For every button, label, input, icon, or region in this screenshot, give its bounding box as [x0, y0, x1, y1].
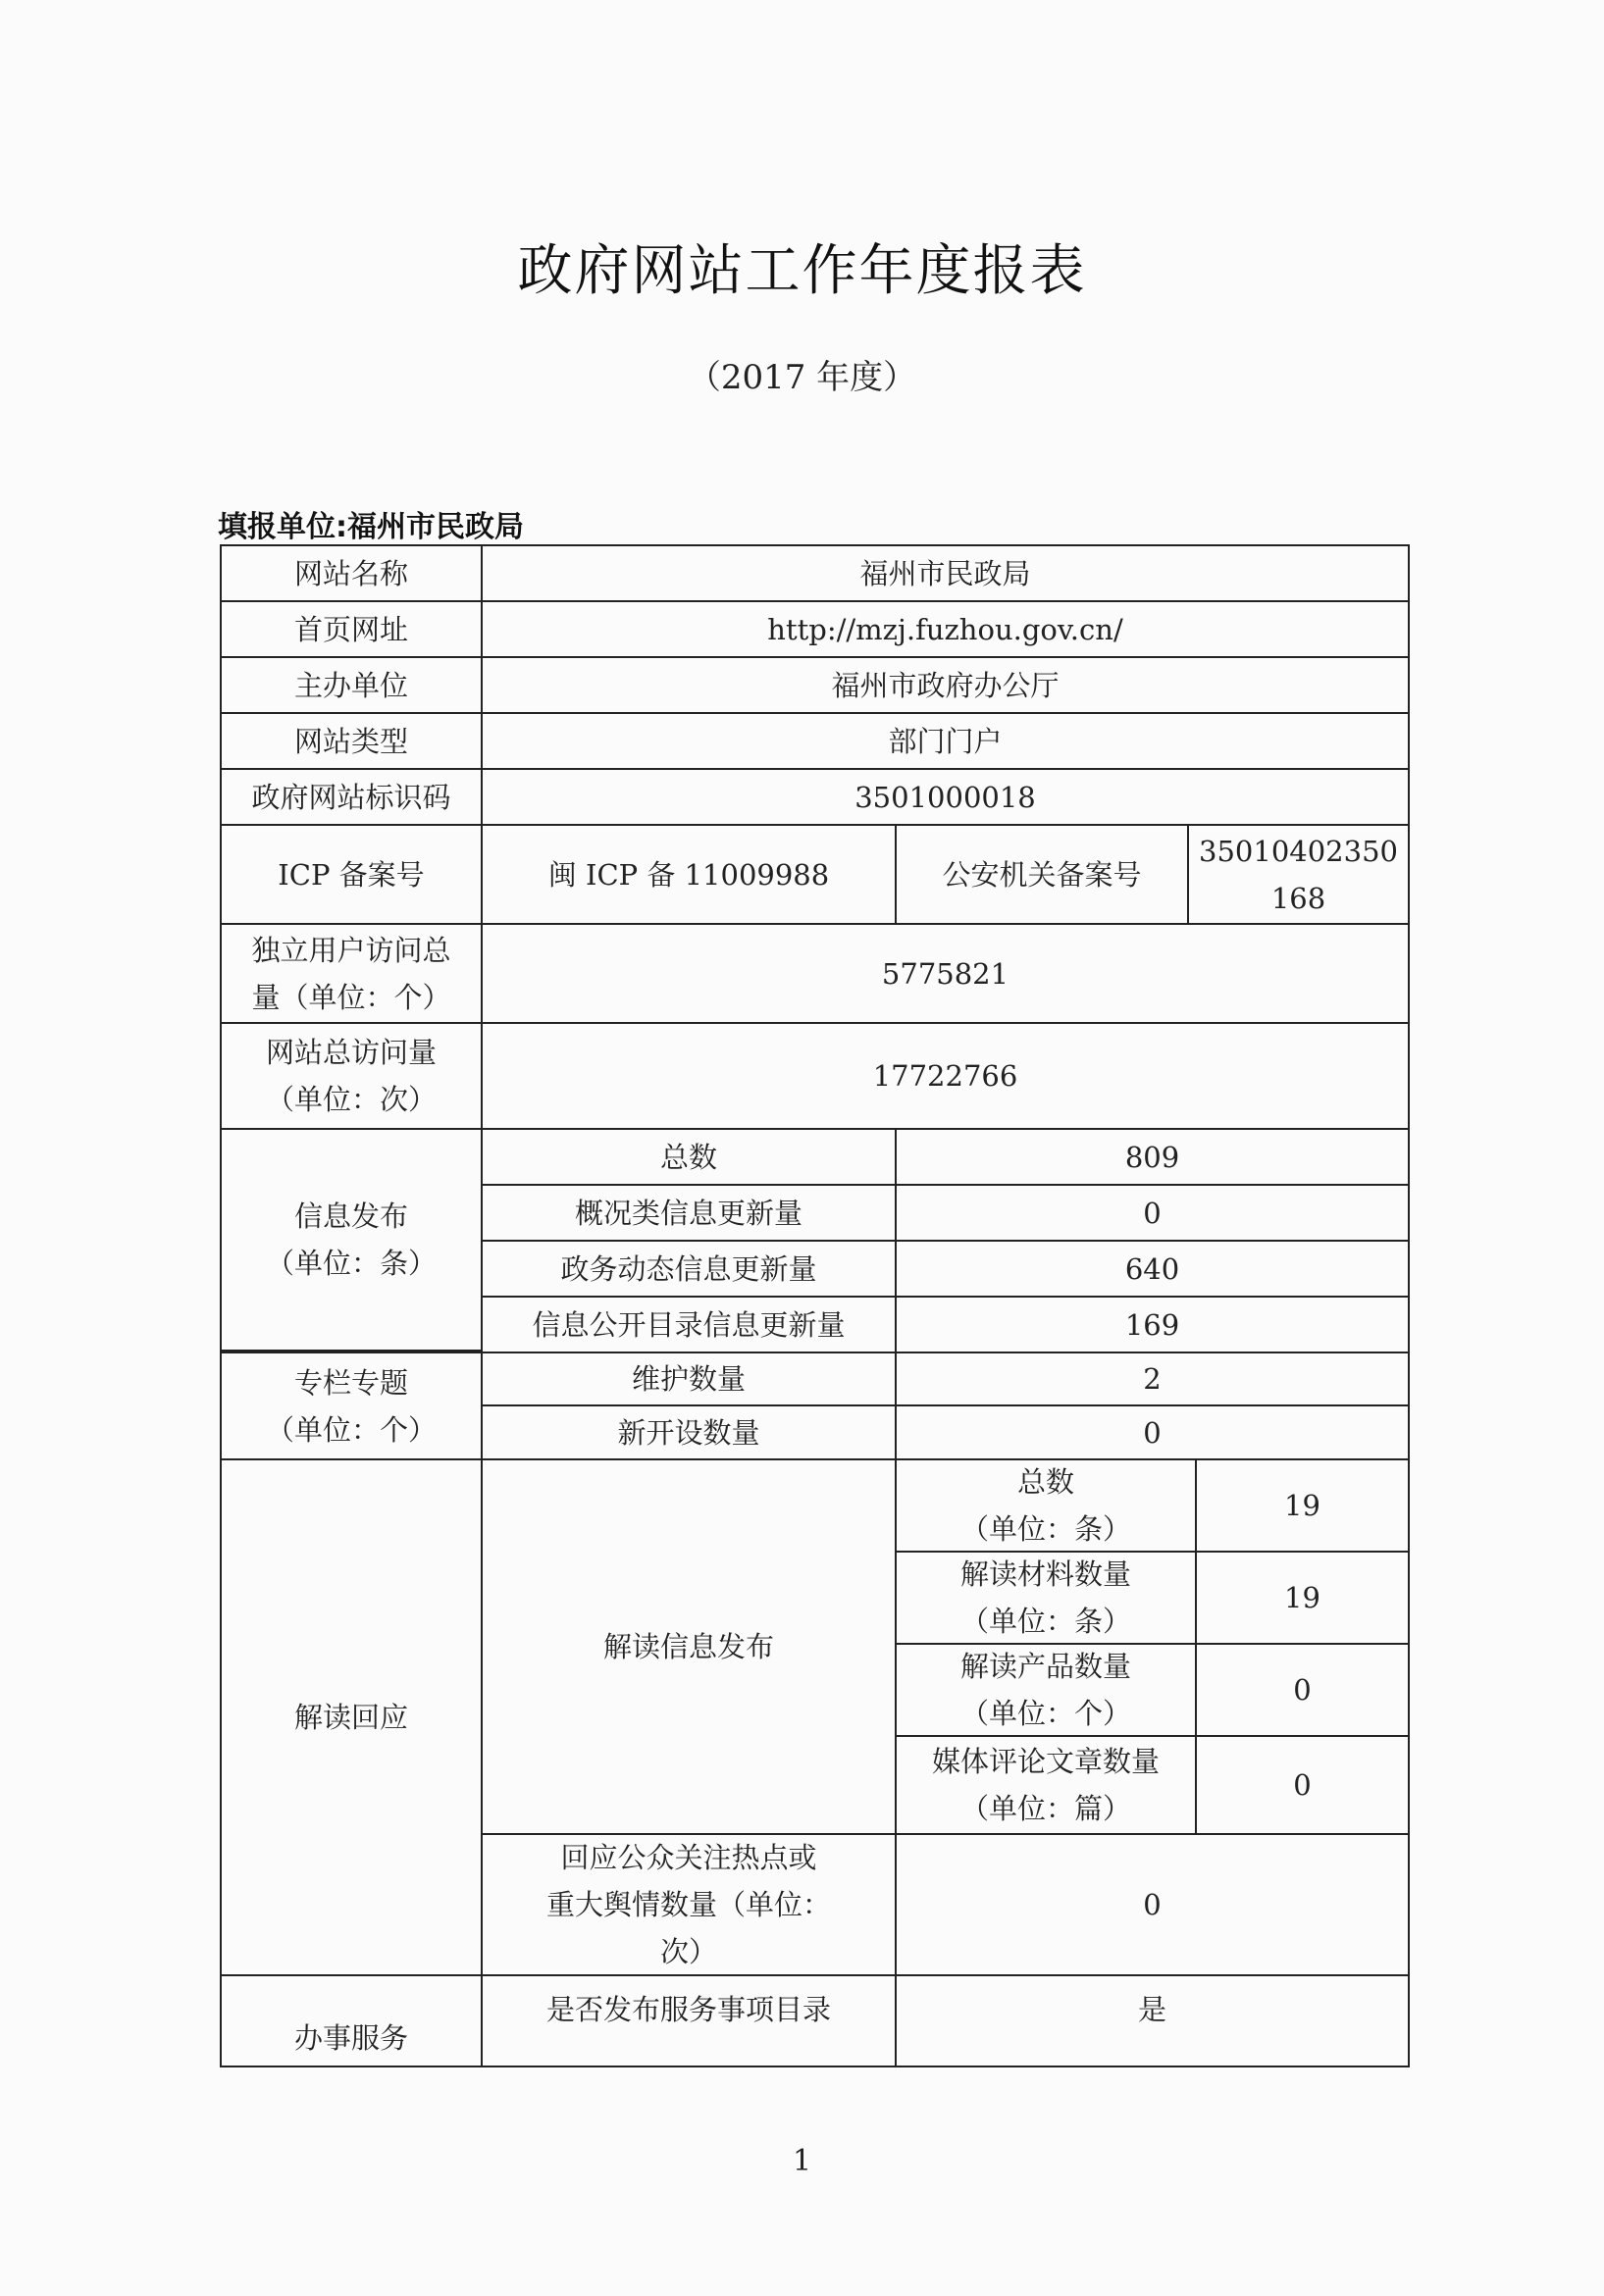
- total-visits-value: 17722766: [481, 1022, 1410, 1130]
- police-record-label: 公安机关备案号: [895, 824, 1189, 925]
- site-id-label: 政府网站标识码: [220, 768, 483, 826]
- response-label: 回应公众关注热点或 重大舆情数量（单位： 次）: [481, 1833, 897, 1976]
- info-publish-row-label: 政务动态信息更新量: [481, 1240, 897, 1298]
- info-publish-row-value: 169: [895, 1296, 1410, 1353]
- site-type-value: 部门门户: [481, 712, 1410, 770]
- site-type-label: 网站类型: [220, 712, 483, 770]
- interpretation-row-label: 总数 （单位：条）: [895, 1458, 1197, 1553]
- info-publish-row-value: 809: [895, 1128, 1410, 1186]
- services-row-label: 是否发布服务事项目录: [481, 1974, 897, 2067]
- interpretation-row-label: 解读材料数量 （单位：条）: [895, 1551, 1197, 1645]
- homepage-url-value: http://mzj.fuzhou.gov.cn/: [481, 600, 1410, 658]
- interpretation-row-label: 解读产品数量 （单位：个）: [895, 1643, 1197, 1737]
- interpretation-publish-label: 解读信息发布: [481, 1458, 897, 1835]
- interpretation-row-value: 19: [1195, 1458, 1410, 1553]
- document-year: （2017 年度）: [687, 358, 917, 397]
- icp-label: ICP 备案号: [220, 824, 483, 925]
- info-publish-label: 信息发布 （单位：条）: [220, 1128, 483, 1352]
- police-record-value: 35010402350 168: [1187, 824, 1410, 925]
- document-title: 政府网站工作年度报表: [517, 239, 1087, 303]
- info-publish-row-value: 0: [895, 1184, 1410, 1242]
- info-publish-row-label: 总数: [481, 1128, 897, 1186]
- sponsor-value: 福州市政府办公厅: [481, 656, 1410, 714]
- unique-visitors-label: 独立用户访问总 量（单位：个）: [220, 923, 483, 1024]
- interpretation-row-value: 0: [1195, 1735, 1410, 1835]
- interpretation-label: 解读回应: [220, 1458, 483, 1976]
- interpretation-row-label: 媒体评论文章数量 （单位：篇）: [895, 1735, 1197, 1835]
- icp-value: 闽 ICP 备 11009988: [481, 824, 897, 925]
- filing-unit: 填报单位:福州市民政局: [218, 510, 524, 544]
- response-value: 0: [895, 1833, 1410, 1976]
- columns-label: 专栏专题 （单位：个）: [220, 1352, 483, 1460]
- homepage-url-label: 首页网址: [220, 600, 483, 658]
- interpretation-row-value: 0: [1195, 1643, 1410, 1737]
- site-name-value: 福州市民政局: [481, 544, 1410, 602]
- services-row-value: 是: [895, 1974, 1410, 2067]
- columns-row-label: 新开设数量: [481, 1404, 897, 1460]
- site-id-value: 3501000018: [481, 768, 1410, 826]
- interpretation-row-value: 19: [1195, 1551, 1410, 1645]
- info-publish-row-value: 640: [895, 1240, 1410, 1298]
- services-label: 办事服务: [220, 1974, 483, 2067]
- info-publish-row-label: 信息公开目录信息更新量: [481, 1296, 897, 1353]
- unique-visitors-value: 5775821: [481, 923, 1410, 1024]
- columns-row-value: 2: [895, 1352, 1410, 1406]
- sponsor-label: 主办单位: [220, 656, 483, 714]
- page-number: 1: [792, 2144, 812, 2178]
- columns-row-label: 维护数量: [481, 1352, 897, 1406]
- info-publish-row-label: 概况类信息更新量: [481, 1184, 897, 1242]
- site-name-label: 网站名称: [220, 544, 483, 602]
- total-visits-label: 网站总访问量 （单位：次）: [220, 1022, 483, 1130]
- columns-row-value: 0: [895, 1404, 1410, 1460]
